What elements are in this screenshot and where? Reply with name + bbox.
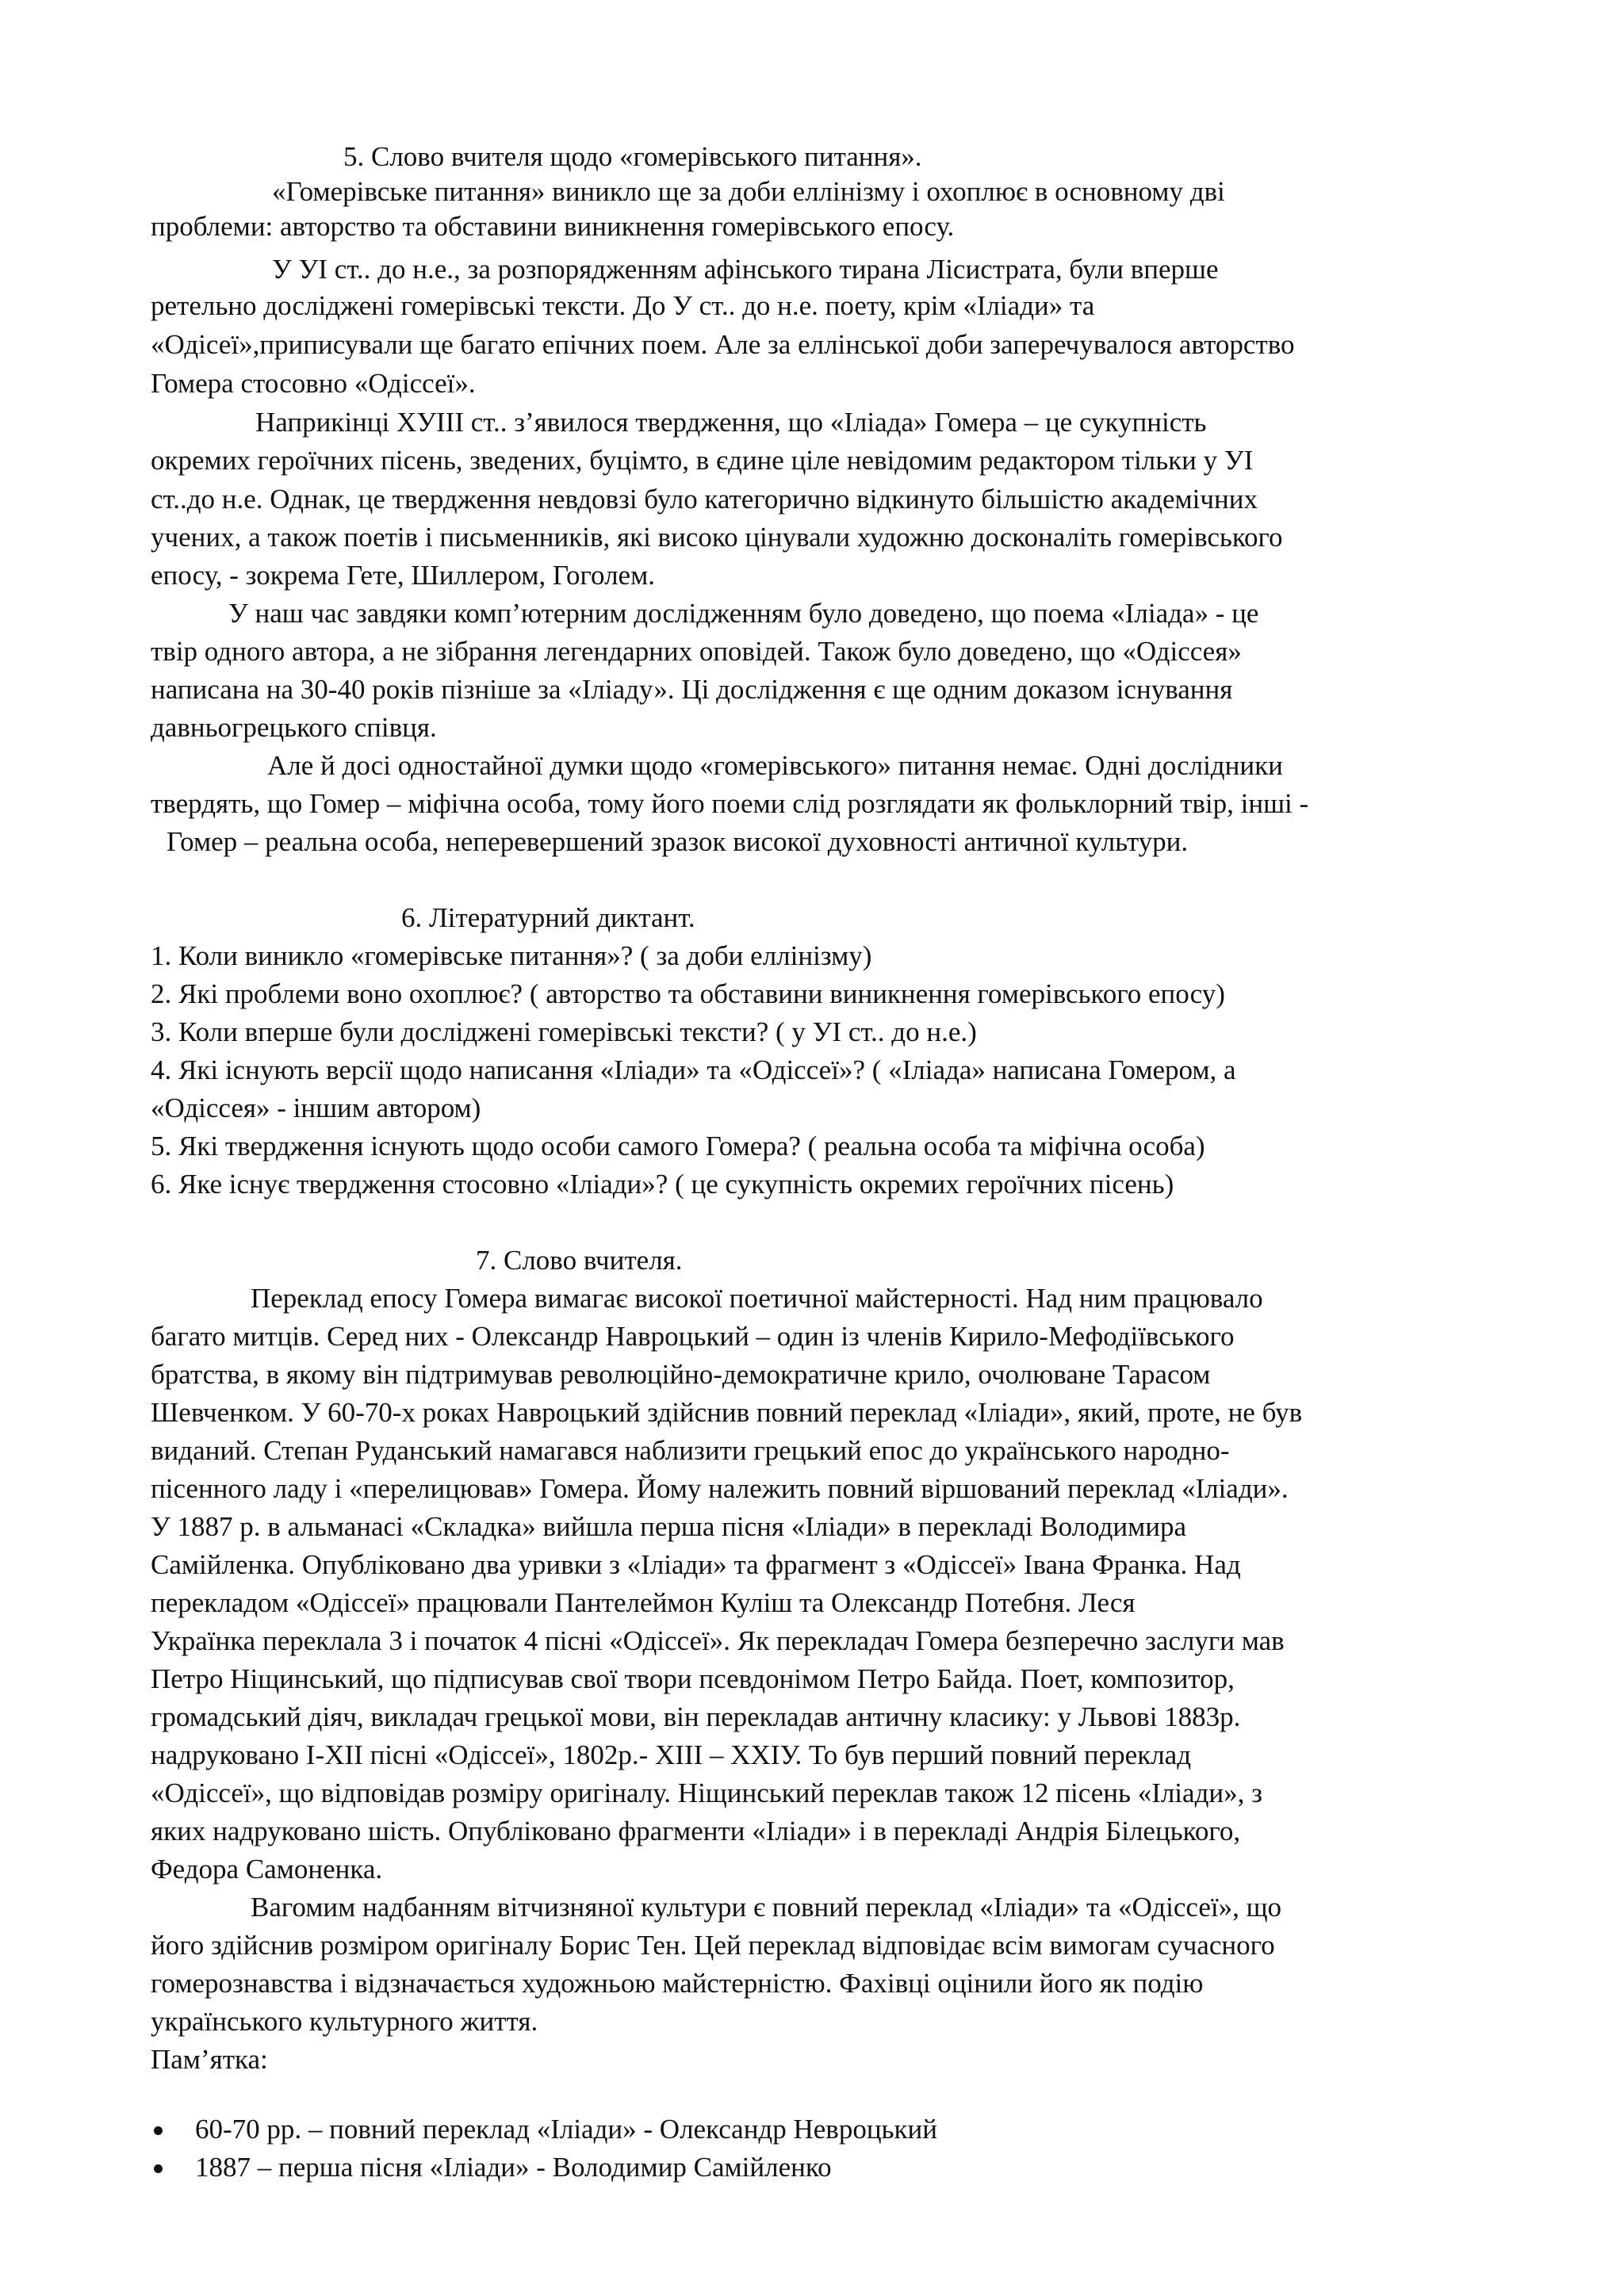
section5-line-6: Гомера стосовно «Одіссеї». xyxy=(151,368,476,399)
section7-line-20: українського культурного життя. xyxy=(151,2006,538,2037)
section5-line-4: ретельно досліджені гомерівські тексти. До У ст.. до н.е. поету, крім «Іліади» та xyxy=(151,290,1095,321)
section7-line-16: Федора Самоненка. xyxy=(151,1854,383,1885)
section5-line-7: Наприкінці ХУІІІ ст.. з’явилося твердження, що «Іліада» Гомера – це сукупність xyxy=(255,407,1207,438)
section7-line-6: пісенного ладу і «перелицював» Гомера. Йому належить повний віршований переклад «Іліади». xyxy=(151,1473,1289,1504)
section7-line-8: Самійленка. Опубліковано два уривки з «Іліади» та фрагмент з «Одіссеї» Івана Франка. Над xyxy=(151,1549,1241,1580)
section7-line-1: Переклад епосу Гомера вимагає високої поетичної майстерності. Над ним працювало xyxy=(251,1283,1263,1314)
section5-line-15: давньогрецького співця. xyxy=(151,712,437,743)
section7-line-5: виданий. Степан Руданський намагався наблизити грецький епос до українського народно- xyxy=(151,1435,1230,1466)
bullet-icon xyxy=(154,2126,163,2135)
section7-line-17: Вагомим надбанням вітчизняної культури є повний переклад «Іліади» та «Одіссеї», що xyxy=(251,1892,1282,1923)
section7-line-4: Шевченком. У 60-70-х роках Навроцький здійснив повний переклад «Іліади», який, проте, не був xyxy=(151,1397,1303,1428)
dictation-question-6: 6. Яке існує твердження стосовно «Іліади»? ( це сукупність окремих героїчних пісень) xyxy=(151,1169,1174,1200)
section5-line-13: твір одного автора, а не зібрання легендарних оповідей. Також було доведено, що «Одіссея» xyxy=(151,636,1242,667)
section5-line-5: «Одісеї»,приписували ще багато епічних поем. Але за еллінської доби заперечувалося авторство xyxy=(151,329,1295,360)
dictation-question-3: 3. Коли вперше були досліджені гомерівські тексти? ( у УІ ст.. до н.е.) xyxy=(151,1016,977,1047)
dictation-question-1: 1. Коли виникло «гомерівське питання»? ( за доби еллінізму) xyxy=(151,940,872,971)
dictation-question-4-cont: «Одіссея» - іншим автором) xyxy=(151,1093,481,1123)
section5-line-11: епосу, - зокрема Гете, Шиллером, Гоголем. xyxy=(151,560,655,591)
section5-line-12: У наш час завдяки комп’ютерним дослідженням було доведено, що поема «Іліада» - це xyxy=(228,598,1259,629)
section5-heading: 5. Слово вчителя щодо «гомерівського питання». xyxy=(343,141,922,172)
dictation-question-2: 2. Які проблеми воно охоплює? ( авторство та обставини виникнення гомерівського епосу) xyxy=(151,978,1225,1009)
memo-item-2: 1887 – перша пісня «Іліади» - Володимир Самійленко xyxy=(195,2152,832,2183)
section7-line-18: його здійснив розміром оригіналу Борис Тен. Цей переклад відповідає всім вимогам сучасного xyxy=(151,1930,1275,1961)
section7-line-7: У 1887 р. в альманасі «Складка» вийшла перша пісня «Іліади» в перекладі Володимира xyxy=(151,1511,1187,1542)
section7-line-3: братства, в якому він підтримував революційно-демократичне крило, очолюване Тарасом xyxy=(151,1359,1211,1390)
section6-heading: 6. Літературний диктант. xyxy=(401,902,695,933)
section7-line-15: яких надруковано шість. Опубліковано фрагменти «Іліади» і в перекладі Андрія Білецького, xyxy=(151,1816,1241,1846)
section7-line-19: гомерознавства і відзначається художньою майстерністю. Фахівці оцінили його як подію xyxy=(151,1968,1204,1999)
section7-line-9: перекладом «Одіссеї» працювали Пантелеймон Куліш та Олександр Потебня. Леся xyxy=(151,1587,1136,1618)
section5-line-2: проблеми: авторство та обставини виникнення гомерівського епосу. xyxy=(151,211,955,242)
section7-heading: 7. Слово вчителя. xyxy=(476,1245,683,1276)
bullet-icon xyxy=(154,2164,163,2173)
section7-line-10: Українка переклала 3 і початок 4 пісні «Одіссеї». Як перекладач Гомера безперечно заслуги мав xyxy=(151,1625,1285,1656)
section5-line-3: У УІ ст.. до н.е., за розпорядженням афінського тирана Лісистрата, були вперше xyxy=(272,254,1219,285)
dictation-question-5: 5. Які твердження існують щодо особи самого Гомера? ( реальна особа та міфічна особа) xyxy=(151,1131,1205,1161)
memo-heading: Пам’ятка: xyxy=(151,2044,268,2075)
section5-line-18: Гомер – реальна особа, неперевершений зразок високої духовності античної культури. xyxy=(167,826,1189,857)
section5-line-9: ст..до н.е. Однак, це твердження невдовзі було категорично відкинуто більшістю академічних xyxy=(151,484,1258,515)
section5-line-10: учених, а також поетів і письменників, які високо цінували художню досконаліть гомерівського xyxy=(151,522,1283,553)
section5-line-16: Але й досі одностайної думки щодо «гомерівського» питання немає. Одні дослідники xyxy=(267,750,1283,781)
section5-line-17: твердять, що Гомер – міфічна особа, тому його поеми слід розглядати як фольклорний твір, інші - xyxy=(151,788,1309,819)
section7-line-12: громадський діяч, викладач грецької мови, він перекладав античну класику: у Львові 1883р. xyxy=(151,1701,1241,1732)
section7-line-11: Петро Ніщинський, що підписував свої твори псевдонімом Петро Байда. Поет, композитор, xyxy=(151,1663,1235,1694)
section7-line-2: багато митців. Серед них - Олександр Навроцький – один із членів Кирило-Мефодіївського xyxy=(151,1321,1235,1352)
dictation-question-4: 4. Які існують версії щодо написання «Іліади» та «Одіссеї»? ( «Іліада» написана Гомером, а xyxy=(151,1054,1236,1085)
section5-line-1: «Гомерівське питання» виникло ще за доби еллінізму і охоплює в основному дві xyxy=(272,176,1225,207)
section7-line-14: «Одіссеї», що відповідав розміру оригіналу. Ніщинський переклав також 12 пісень «Іліади», з xyxy=(151,1777,1262,1808)
section7-line-13: надруковано І-ХІІ пісні «Одіссеї», 1802р.- ХІІІ – ХХІУ. То був перший повний переклад xyxy=(151,1739,1192,1770)
section5-line-14: написана на 30-40 років пізніше за «Іліаду». Ці дослідження є ще одним доказом існування xyxy=(151,674,1233,705)
section5-line-8: окремих героїчних пісень, зведених, буцімто, в єдине ціле невідомим редактором тільки у УІ xyxy=(151,445,1254,476)
memo-item-1: 60-70 рр. – повний переклад «Іліади» - Олександр Невроцький xyxy=(195,2114,937,2145)
